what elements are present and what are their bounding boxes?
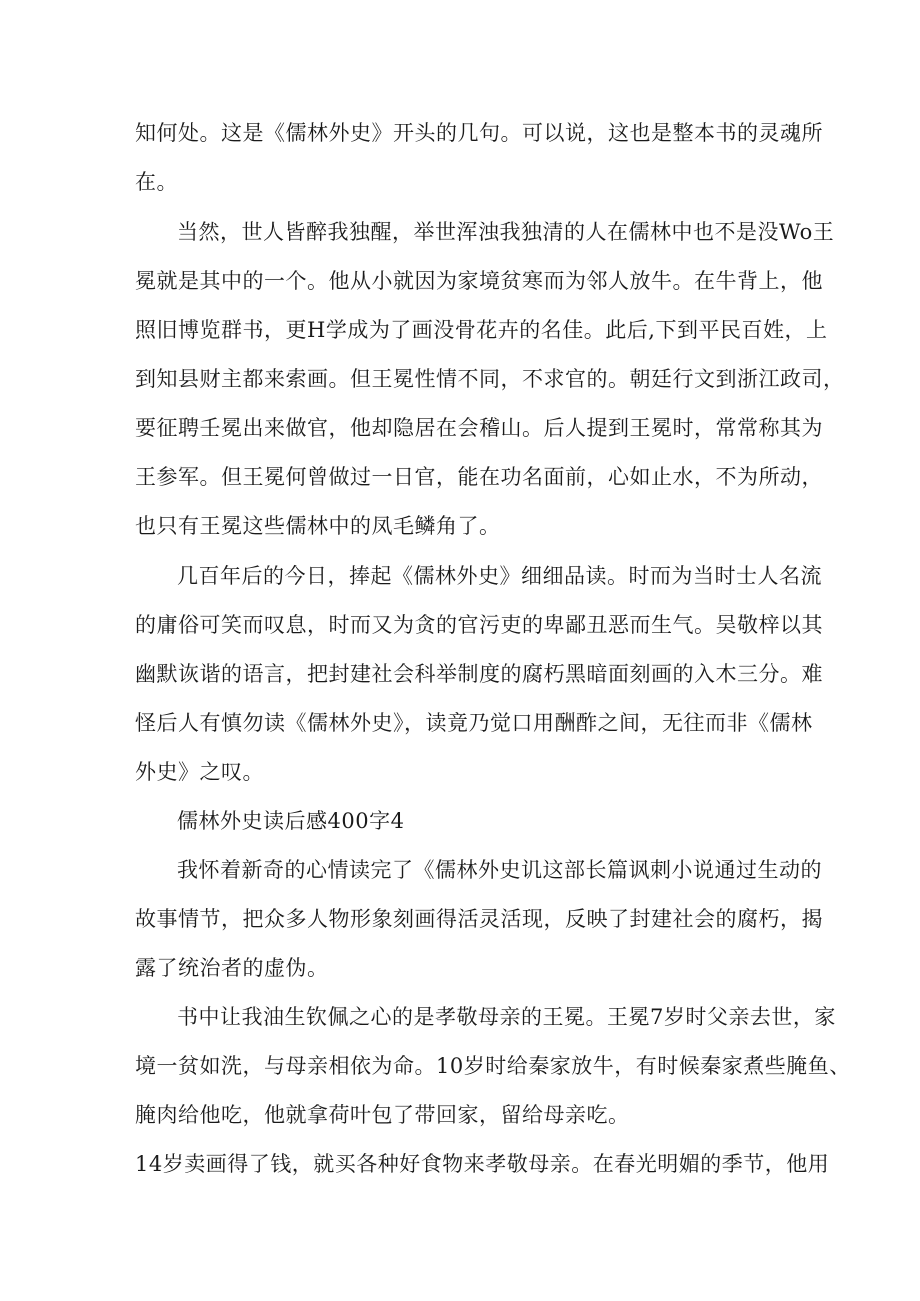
- paragraph-start-line: 当然，世人皆醉我独醒，举世浑浊我独清的人在儒林中也不是没Wo王: [177, 220, 835, 244]
- text-line: 知何处。这是《儒林外史》开头的几句。可以说，这也是整本书的灵魂所: [135, 121, 823, 145]
- paragraph-start-line: 我怀着新奇的心情读完了《儒林外史讥这部长篇讽刺小说通过生动的: [177, 858, 822, 882]
- text-line: 腌肉给他吃，他就拿荷叶包了带回家，留给母亲吃。: [135, 1103, 630, 1127]
- text-line: 的庸俗可笑而叹息，时而又为贪的官污吏的卑鄙丑恶而生气。吴敬梓以其: [135, 613, 823, 637]
- section-heading: 儒林外史读后感400字4: [177, 809, 405, 833]
- text-line: 冕就是其中的一个。他从小就因为家境贫寒而为邻人放牛。在牛背上，他: [135, 269, 823, 293]
- text-line: 照旧博览群书，更H学成为了画没骨花卉的名佳。此后,下到平民百姓，上: [135, 318, 828, 342]
- text-line: 故事情节，把众多人物形象刻画得活灵活现，反映了封建社会的腐朽，揭: [135, 907, 823, 931]
- text-line: 露了统治者的虚伪。: [135, 956, 329, 980]
- text-line: 幽默诙谐的语言，把封建社会科举制度的腐朽黑暗面刻画的入木三分。难: [135, 662, 823, 686]
- text-line: 外史》之叹。: [135, 760, 264, 784]
- text-line: 王参军。但王冕何曾做过一日官，能在功名面前，心如止水，不为所动，: [135, 465, 823, 489]
- text-line: 到知县财主都来索画。但王冕性情不同，不求官的。朝廷行文到浙江政司，: [135, 367, 845, 391]
- paragraph-start-line: 几百年后的今日，捧起《儒林外史》细细品读。时而为当时士人名流: [177, 564, 822, 588]
- paragraph-start-line: 书中让我油生钦佩之心的是孝敬母亲的王冕。王冕7岁时父亲去世，家: [177, 1005, 836, 1029]
- text-line: 14岁卖画得了钱，就买各种好食物来孝敬母亲。在春光明媚的季节，他用: [135, 1152, 830, 1176]
- text-line: 境一贫如洗，与母亲相依为命。10岁时给秦家放牛，有时候秦家煮些腌鱼、: [135, 1054, 851, 1078]
- text-line: 要征聘壬冕出来做官，他却隐居在会稽山。后人提到王冕时，常常称其为: [135, 416, 823, 440]
- text-line: 在。: [135, 170, 178, 194]
- text-line: 怪后人有慎勿读《儒林外史》，读竟乃觉口用酬酢之间，无往而非《儒林: [135, 711, 813, 735]
- text-line: 也只有王冕这些儒林中的凤毛鳞角了。: [135, 514, 501, 538]
